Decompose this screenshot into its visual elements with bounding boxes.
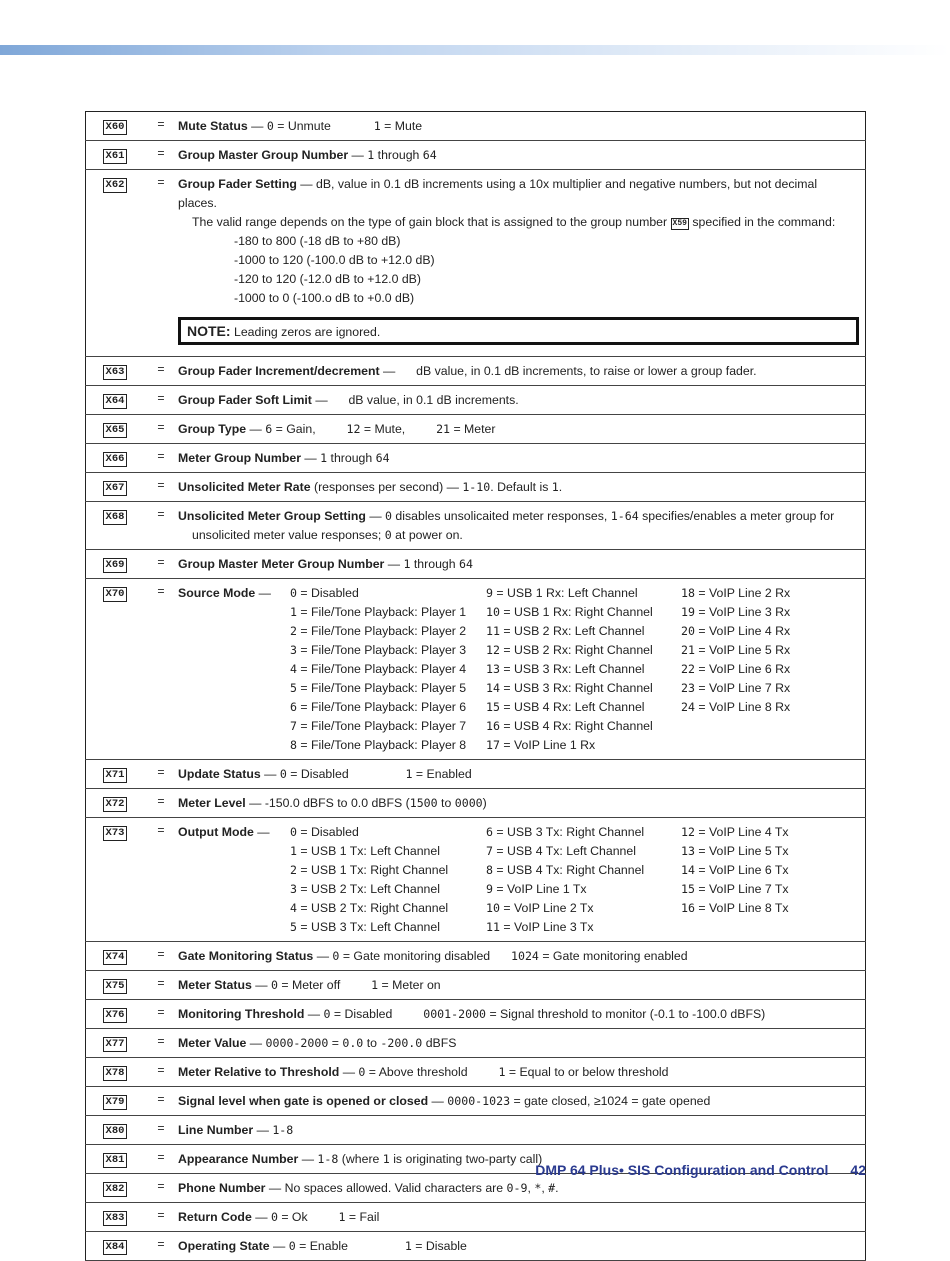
option-text: = VoIP Line 2 Rx — [694, 586, 791, 600]
option-value: 10 — [486, 605, 500, 619]
row-title: Signal level when gate is opened or closed — [178, 1094, 429, 1108]
table-row: X62 = Group Fader Setting — dB, value in 0.1 dB increments using a 10x multiplier and negative numbers, but not decimal places. The valid range depends on the type of gain block that is assigned to the group number X59 specified in the command: -180 to 800 (-18 dB to +80 dB) -1000 to 120 (-100.0 dB to +12.0 dB) -120 to 120 (-12.0 dB to +12.0 dB) -1000 to 0 (-100.o dB to +0.0 dB) NOTE: Leading zeros are ignored. — [86, 170, 866, 357]
variable-key: X79 — [103, 1095, 128, 1110]
option-item — [290, 641, 486, 660]
variable-key: X63 — [103, 365, 128, 380]
option-value: 6 — [486, 825, 493, 839]
equals-sign: = — [157, 555, 165, 569]
note-text: Leading zeros are ignored. — [233, 325, 381, 339]
equals-sign: = — [157, 1005, 165, 1019]
option-text: = VoIP Line 3 Rx — [694, 605, 791, 619]
equals-sign: = — [157, 976, 165, 990]
variable-key: X77 — [103, 1037, 128, 1052]
row-title: Unsolicited Meter Group Setting — [178, 509, 366, 523]
note-box — [178, 317, 859, 345]
equals-sign: = — [157, 584, 165, 598]
option-item — [681, 622, 841, 641]
option-item — [290, 698, 486, 717]
option-item — [290, 622, 486, 641]
option-value: 16 — [486, 719, 500, 733]
equals-sign: = — [157, 146, 165, 160]
option-item — [486, 679, 681, 698]
option-item — [681, 880, 841, 899]
option-text: = VoIP Line 7 Rx — [694, 681, 791, 695]
row-title: Operating State — [178, 1239, 270, 1253]
option-text: = VoIP Line 5 Rx — [694, 643, 791, 657]
option-value: 5 — [290, 681, 297, 695]
table-row: X79 = Signal level when gate is opened or closed — 0000-1023 = gate closed, ≥1024 = gate opened — [86, 1087, 866, 1116]
option-value: 11 — [486, 920, 500, 934]
range-line: -120 to 120 (-12.0 dB to +12.0 dB) — [234, 272, 421, 286]
equals-sign: = — [157, 1092, 165, 1106]
option-value: 14 — [486, 681, 500, 695]
variable-key: X76 — [103, 1008, 128, 1023]
option-text: = USB 4 Tx: Left Channel — [492, 844, 636, 858]
row-title: Group Fader Increment/decrement — [178, 364, 380, 378]
option-value: 22 — [681, 662, 695, 676]
option-text: = USB 4 Tx: Right Channel — [492, 863, 645, 877]
option-text: = File/Tone Playback: Player 5 — [296, 681, 467, 695]
option-text: = VoIP Line 4 Tx — [694, 825, 789, 839]
option-text: = VoIP Line 6 Rx — [694, 662, 791, 676]
option-item — [290, 918, 486, 937]
option-text: = Disabled — [296, 586, 359, 600]
variable-key: X68 — [103, 510, 128, 525]
option-value: 21 — [681, 643, 695, 657]
option-text: = VoIP Line 3 Tx — [499, 920, 594, 934]
option-value: 0 — [290, 825, 297, 839]
option-text: = USB 3 Rx: Left Channel — [499, 662, 645, 676]
option-value: 1 — [290, 605, 297, 619]
option-item — [486, 603, 681, 622]
row-title: Group Master Group Number — [178, 148, 349, 162]
table-row: X84 = Operating State — 0 = Enable 1 = Disable — [86, 1232, 866, 1261]
option-text: = VoIP Line 4 Rx — [694, 624, 791, 638]
option-item — [290, 823, 486, 842]
row-title: Unsolicited Meter Rate — [178, 480, 311, 494]
option-text: = USB 4 Rx: Right Channel — [499, 719, 653, 733]
row-title: Source Mode — [178, 586, 256, 600]
table-row: X81 = Appearance Number — 1-8 (where 1 is originating two-party call) — [86, 1145, 866, 1174]
variable-key: X72 — [103, 797, 128, 812]
variable-key: X75 — [103, 979, 128, 994]
equals-sign: = — [157, 1063, 165, 1077]
option-item — [290, 679, 486, 698]
row-title: Update Status — [178, 767, 261, 781]
variable-key: X64 — [103, 394, 128, 409]
variable-key: X74 — [103, 950, 128, 965]
option-item — [486, 899, 681, 918]
variable-definitions-table — [85, 111, 866, 1261]
equals-sign: = — [157, 1179, 165, 1193]
equals-sign: = — [157, 1034, 165, 1048]
option-text: = File/Tone Playback: Player 7 — [296, 719, 467, 733]
table-row: X83 = Return Code — 0 = Ok 1 = Fail — [86, 1203, 866, 1232]
variable-key: X65 — [103, 423, 128, 438]
table-row: X76 = Monitoring Threshold — 0 = Disabled 0001-2000 = Signal threshold to monitor (-0.1 to -100.0 dBFS) — [86, 1000, 866, 1029]
variable-key: X78 — [103, 1066, 128, 1081]
table-row: X70 = Source Mode — 0 = Disabled 1 = File/Tone Playback: Player 1 2 = File/Tone Playback: Player 2 3 = File/Tone Playback: Player 3 4 = File/Tone Playback: Player 4 5 = File/Tone Playback: Player 5 6 = File/Tone Playback: Player 6 7 = File/Tone Playback: Player 7 8 = File/Tone Playback: Player 8 9 = USB 1 Rx: Left Channel 10 = USB 1 Rx: Right Channel 11 = USB 2 Rx: Left Channel 12 = USB 2 Rx: Right Channel 13 = USB 3 Rx: Left Channel 14 = USB 3 Rx: Right Channel 15 = USB 4 Rx: Left Channel 16 = USB 4 Rx: Right Channel 17 = VoIP Line 1 Rx 18 = VoIP Line 2 Rx 19 = VoIP Line 3 Rx 20 = VoIP Line 4 Rx 21 = VoIP Line 5 Rx 22 = VoIP Line 6 Rx 23 = VoIP Line 7 Rx 24 = VoIP Line 8 Rx — [86, 579, 866, 760]
option-value: 15 — [681, 882, 695, 896]
option-text: = VoIP Line 1 Rx — [499, 738, 596, 752]
table-row: X68 = Unsolicited Meter Group Setting — 0 disables unsolicaited meter responses, 1-64 specifies/enables a meter group for unsolicited meter value responses; 0 at power on. — [86, 502, 866, 550]
equals-sign: = — [157, 391, 165, 405]
option-item — [486, 880, 681, 899]
range-line: -1000 to 0 (-100.o dB to +0.0 dB) — [234, 291, 415, 305]
option-value: 5 — [290, 920, 297, 934]
table-row: X64 = Group Fader Soft Limit — dB value, in 0.1 dB increments. — [86, 386, 866, 415]
equals-sign: = — [157, 507, 165, 521]
table-row: X61 = Group Master Group Number — 1 through 64 — [86, 141, 866, 170]
option-item — [290, 861, 486, 880]
option-item — [486, 823, 681, 842]
option-item — [681, 641, 841, 660]
option-value: 8 — [290, 738, 297, 752]
variable-key: X61 — [103, 149, 128, 164]
option-item — [486, 660, 681, 679]
option-text: = File/Tone Playback: Player 1 — [296, 605, 467, 619]
variable-key: X67 — [103, 481, 128, 496]
row-title: Output Mode — [178, 825, 254, 839]
option-item — [681, 584, 841, 603]
option-value: 14 — [681, 863, 695, 877]
equals-sign: = — [157, 175, 165, 189]
variable-key: X62 — [103, 178, 128, 193]
equals-sign: = — [157, 362, 165, 376]
table-row: X72 = Meter Level — -150.0 dBFS to 0.0 dBFS (1500 to 0000) — [86, 789, 866, 818]
option-text: = VoIP Line 5 Tx — [694, 844, 789, 858]
equals-sign: = — [157, 117, 165, 131]
range-line: -180 to 800 (-18 dB to +80 dB) — [234, 234, 401, 248]
option-item — [681, 842, 841, 861]
option-text: = VoIP Line 2 Tx — [499, 901, 594, 915]
equals-sign: = — [157, 1121, 165, 1135]
equals-sign: = — [157, 794, 165, 808]
option-value: 13 — [486, 662, 500, 676]
option-text: = USB 1 Tx: Left Channel — [296, 844, 440, 858]
option-text: = USB 2 Rx: Left Channel — [499, 624, 645, 638]
option-value: 11 — [486, 624, 500, 638]
option-value: 17 — [486, 738, 500, 752]
option-item — [290, 603, 486, 622]
row-title: Mute Status — [178, 119, 248, 133]
variable-key: X70 — [103, 587, 128, 602]
option-value: 12 — [681, 825, 695, 839]
table-row: X63 = Group Fader Increment/decrement — dB value, in 0.1 dB increments, to raise or lower a group fader. — [86, 357, 866, 386]
option-text: = USB 1 Rx: Left Channel — [492, 586, 638, 600]
option-value: 2 — [290, 624, 297, 638]
option-value: 13 — [681, 844, 695, 858]
table-row: X75 = Meter Status — 0 = Meter off 1 = Meter on — [86, 971, 866, 1000]
option-item — [681, 823, 841, 842]
option-text: = File/Tone Playback: Player 8 — [296, 738, 467, 752]
option-value: 3 — [290, 882, 297, 896]
note-label: NOTE: — [187, 323, 231, 339]
row-title: Group Type — [178, 422, 247, 436]
row-title: Return Code — [178, 1210, 252, 1224]
option-text: = Disabled — [296, 825, 359, 839]
option-item — [290, 842, 486, 861]
variable-key: X60 — [103, 120, 128, 135]
option-value: 18 — [681, 586, 695, 600]
option-value: 12 — [486, 643, 500, 657]
option-item — [290, 584, 486, 603]
option-text: = USB 3 Rx: Right Channel — [499, 681, 653, 695]
option-text: = USB 1 Tx: Right Channel — [296, 863, 449, 877]
row-title: Phone Number — [178, 1181, 266, 1195]
row-title: Group Fader Setting — [178, 177, 297, 191]
table-row: X74 = Gate Monitoring Status — 0 = Gate monitoring disabled 1024 = Gate monitoring enabled — [86, 942, 866, 971]
equals-sign: = — [157, 1150, 165, 1164]
option-text: = VoIP Line 8 Rx — [694, 700, 791, 714]
header-gradient-bar — [0, 45, 950, 55]
variable-key: X71 — [103, 768, 128, 783]
option-item — [290, 660, 486, 679]
row-title: Line Number — [178, 1123, 254, 1137]
option-value: 7 — [486, 844, 493, 858]
option-value: 2 — [290, 863, 297, 877]
equals-sign: = — [157, 947, 165, 961]
row-title: Meter Status — [178, 978, 252, 992]
option-item — [486, 861, 681, 880]
equals-sign: = — [157, 1208, 165, 1222]
option-value: 7 — [290, 719, 297, 733]
option-item — [290, 736, 486, 755]
equals-sign: = — [157, 420, 165, 434]
option-text: = USB 2 Rx: Right Channel — [499, 643, 653, 657]
table-row: X67 = Unsolicited Meter Rate (responses per second) — 1-10. Default is 1. — [86, 473, 866, 502]
option-text: = VoIP Line 1 Tx — [492, 882, 587, 896]
variable-key: X69 — [103, 558, 128, 573]
row-title: Meter Value — [178, 1036, 247, 1050]
table-row: X80 = Line Number — 1-8 — [86, 1116, 866, 1145]
option-value: 16 — [681, 901, 695, 915]
option-text: = File/Tone Playback: Player 3 — [296, 643, 467, 657]
row-title: Meter Group Number — [178, 451, 301, 465]
row-title: Monitoring Threshold — [178, 1007, 305, 1021]
table-row: X77 = Meter Value — 0000-2000 = 0.0 to -200.0 dBFS — [86, 1029, 866, 1058]
option-item — [486, 641, 681, 660]
option-value: 8 — [486, 863, 493, 877]
source-mode-options — [290, 584, 841, 755]
option-value: 0 — [290, 586, 297, 600]
option-value: 1 — [290, 844, 297, 858]
variable-key-inline: X59 — [672, 219, 687, 228]
option-text: = USB 1 Rx: Right Channel — [499, 605, 653, 619]
option-item — [486, 622, 681, 641]
variable-key: X84 — [103, 1240, 128, 1255]
option-text: = File/Tone Playback: Player 4 — [296, 662, 467, 676]
option-value: 15 — [486, 700, 500, 714]
variable-key: X66 — [103, 452, 128, 467]
option-item — [681, 679, 841, 698]
option-item — [681, 861, 841, 880]
table-row: X69 = Group Master Meter Group Number — 1 through 64 — [86, 550, 866, 579]
option-text: = VoIP Line 8 Tx — [694, 901, 789, 915]
variable-key: X83 — [103, 1211, 128, 1226]
table-row: X65 = Group Type — 6 = Gain, 12 = Mute, 21 = Meter — [86, 415, 866, 444]
option-value: 9 — [486, 882, 493, 896]
option-value: 4 — [290, 901, 297, 915]
option-text: = File/Tone Playback: Player 2 — [296, 624, 467, 638]
option-item — [290, 717, 486, 736]
variable-key: X81 — [103, 1153, 128, 1168]
option-item — [486, 584, 681, 603]
option-text: = USB 4 Rx: Left Channel — [499, 700, 645, 714]
option-value: 19 — [681, 605, 695, 619]
option-value: 4 — [290, 662, 297, 676]
row-title: Meter Level — [178, 796, 246, 810]
option-item — [681, 698, 841, 717]
option-value: 20 — [681, 624, 695, 638]
option-text: = USB 3 Tx: Right Channel — [492, 825, 645, 839]
option-text: = USB 3 Tx: Left Channel — [296, 920, 440, 934]
page-number: 42 — [850, 1162, 866, 1178]
footer-title: DMP 64 Plus• SIS Configuration and Control — [535, 1162, 829, 1178]
option-value: 24 — [681, 700, 695, 714]
equals-sign: = — [157, 823, 165, 837]
option-value: 6 — [290, 700, 297, 714]
option-item — [486, 918, 681, 937]
table-row: X82 = Phone Number — No spaces allowed. Valid characters are 0-9, *, #. — [86, 1174, 866, 1203]
row-title: Meter Relative to Threshold — [178, 1065, 340, 1079]
table-row: X66 = Meter Group Number — 1 through 64 — [86, 444, 866, 473]
option-value: 9 — [486, 586, 493, 600]
option-item — [486, 717, 681, 736]
table-row: X60 = Mute Status — 0 = Unmute 1 = Mute — [86, 112, 866, 141]
table-row: X78 = Meter Relative to Threshold — 0 = Above threshold 1 = Equal to or below threshold — [86, 1058, 866, 1087]
option-item — [681, 660, 841, 679]
table-row: X71 = Update Status — 0 = Disabled 1 = Enabled — [86, 760, 866, 789]
option-item — [681, 899, 841, 918]
variable-key: X80 — [103, 1124, 128, 1139]
option-text: = USB 2 Tx: Left Channel — [296, 882, 440, 896]
row-title: Appearance Number — [178, 1152, 299, 1166]
equals-sign: = — [157, 478, 165, 492]
option-item — [290, 899, 486, 918]
option-text: = VoIP Line 7 Tx — [694, 882, 789, 896]
option-text: = VoIP Line 6 Tx — [694, 863, 789, 877]
range-line: -1000 to 120 (-100.0 dB to +12.0 dB) — [234, 253, 435, 267]
equals-sign: = — [157, 765, 165, 779]
table-row: X73 = Output Mode — 0 = Disabled 1 = USB 1 Tx: Left Channel 2 = USB 1 Tx: Right Channel 3 = USB 2 Tx: Left Channel 4 = USB 2 Tx: Right Channel 5 = USB 3 Tx: Left Channel 6 = USB 3 Tx: Right Channel 7 = USB 4 Tx: Left Channel 8 = USB 4 Tx: Right Channel 9 = VoIP Line 1 Tx 10 = VoIP Line 2 Tx 11 = VoIP Line 3 Tx 12 = VoIP Line 4 Tx 13 = VoIP Line 5 Tx 14 = VoIP Line 6 Tx 15 = VoIP Line 7 Tx 16 = VoIP Line 8 Tx — [86, 818, 866, 942]
page-footer — [535, 1162, 866, 1178]
option-value: 10 — [486, 901, 500, 915]
option-item — [486, 842, 681, 861]
equals-sign: = — [157, 449, 165, 463]
option-text: = File/Tone Playback: Player 6 — [296, 700, 467, 714]
output-mode-options — [290, 823, 841, 937]
option-value: 3 — [290, 643, 297, 657]
option-item — [681, 603, 841, 622]
option-item — [486, 736, 681, 755]
option-item — [290, 880, 486, 899]
row-title: Group Fader Soft Limit — [178, 393, 312, 407]
equals-sign: = — [157, 1237, 165, 1251]
option-text: = USB 2 Tx: Right Channel — [296, 901, 449, 915]
option-item — [486, 698, 681, 717]
row-title: Gate Monitoring Status — [178, 949, 314, 963]
row-title: Group Master Meter Group Number — [178, 557, 385, 571]
variable-key: X73 — [103, 826, 128, 841]
option-value: 23 — [681, 681, 695, 695]
variable-key: X82 — [103, 1182, 128, 1197]
